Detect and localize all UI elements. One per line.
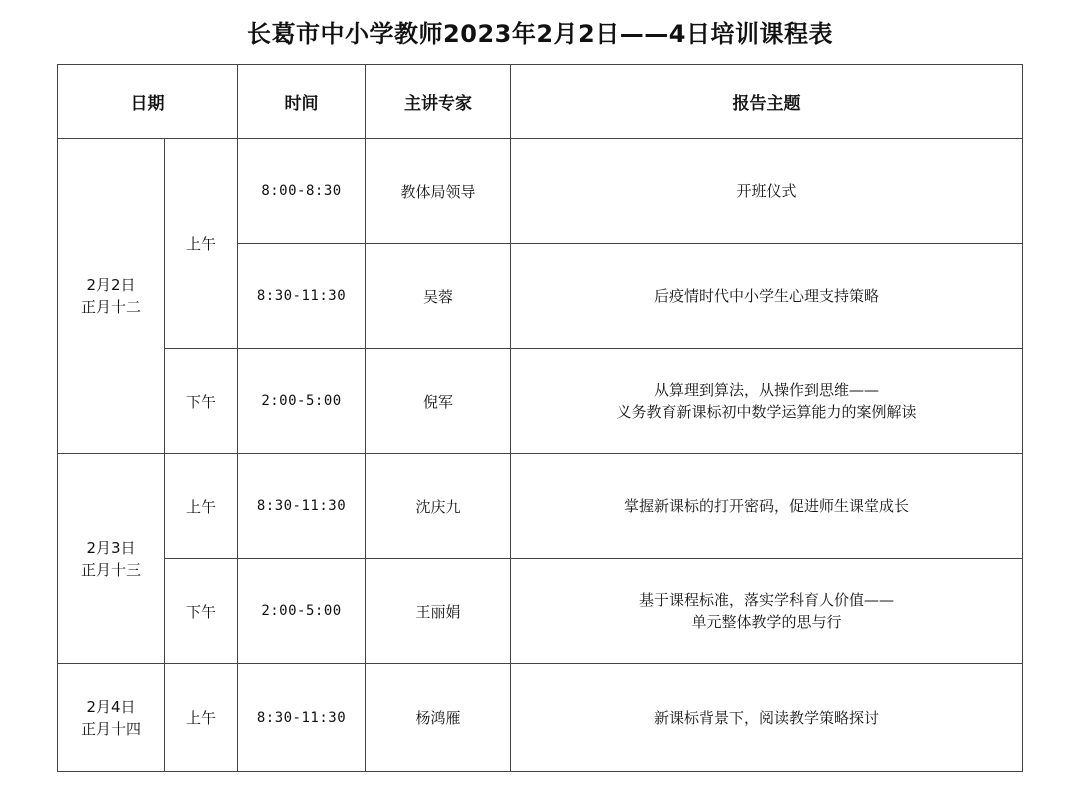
expert-cell: 倪军 <box>366 349 511 454</box>
topic-cell <box>511 559 1023 664</box>
topic-cell <box>511 349 1023 454</box>
header-row <box>58 65 1023 139</box>
topic-line: 开班仪式 <box>736 182 797 200</box>
schedule-table <box>57 64 1023 772</box>
topic-cell <box>511 139 1023 244</box>
time-cell: 8:30-11:30 <box>238 664 366 772</box>
period-cell: 下午 <box>165 349 238 454</box>
period-cell: 下午 <box>165 559 238 664</box>
date-label: 2月3日 <box>86 538 136 557</box>
lunar-date-label: 正月十三 <box>80 560 141 579</box>
time-cell: 2:00-5:00 <box>238 349 366 454</box>
topic-line: 义务教育新课标初中数学运算能力的案例解读 <box>616 403 917 421</box>
topic-line: 后疫情时代中小学生心理支持策略 <box>653 287 879 305</box>
lunar-date-label: 正月十四 <box>80 719 141 738</box>
topic-line: 掌握新课标的打开密码，促进师生课堂成长 <box>623 497 909 515</box>
lunar-date-label: 正月十二 <box>80 298 141 316</box>
header-time: 时间 <box>238 65 366 139</box>
time-cell: 8:30-11:30 <box>238 244 366 349</box>
header-date: 日期 <box>58 65 238 139</box>
expert-cell: 教体局领导 <box>366 139 511 244</box>
table-row <box>58 349 1023 454</box>
topic-line: 新课标背景下，阅读教学策略探讨 <box>653 708 879 727</box>
topic-cell <box>511 454 1023 559</box>
header-expert: 主讲专家 <box>366 65 511 139</box>
period-cell: 上午 <box>165 454 238 559</box>
expert-cell: 王丽娟 <box>366 559 511 664</box>
date-cell <box>58 454 165 664</box>
date-label: 2月2日 <box>86 276 136 294</box>
topic-cell <box>511 244 1023 349</box>
topic-line: 从算理到算法，从操作到思维—— <box>653 381 879 399</box>
date-cell <box>58 139 165 454</box>
date-cell <box>58 664 165 772</box>
period-cell: 上午 <box>165 139 238 349</box>
expert-cell: 吴蓉 <box>366 244 511 349</box>
table-row <box>58 454 1023 559</box>
time-cell: 2:00-5:00 <box>238 559 366 664</box>
table-row <box>58 559 1023 664</box>
time-cell: 8:30-11:30 <box>238 454 366 559</box>
period-cell: 上午 <box>165 664 238 772</box>
table-row <box>58 664 1023 772</box>
header-topic: 报告主题 <box>511 65 1023 139</box>
table-row <box>58 139 1023 244</box>
page-title: 长葛市中小学教师2023年2月2日——4日培训课程表 <box>247 20 833 48</box>
topic-cell <box>511 664 1023 772</box>
expert-cell: 杨鸿雁 <box>366 664 511 772</box>
topic-line: 基于课程标准，落实学科育人价值—— <box>638 591 894 609</box>
expert-cell: 沈庆九 <box>366 454 511 559</box>
time-cell: 8:00-8:30 <box>238 139 366 244</box>
date-label: 2月4日 <box>86 697 136 716</box>
topic-line: 单元整体教学的思与行 <box>691 613 842 631</box>
